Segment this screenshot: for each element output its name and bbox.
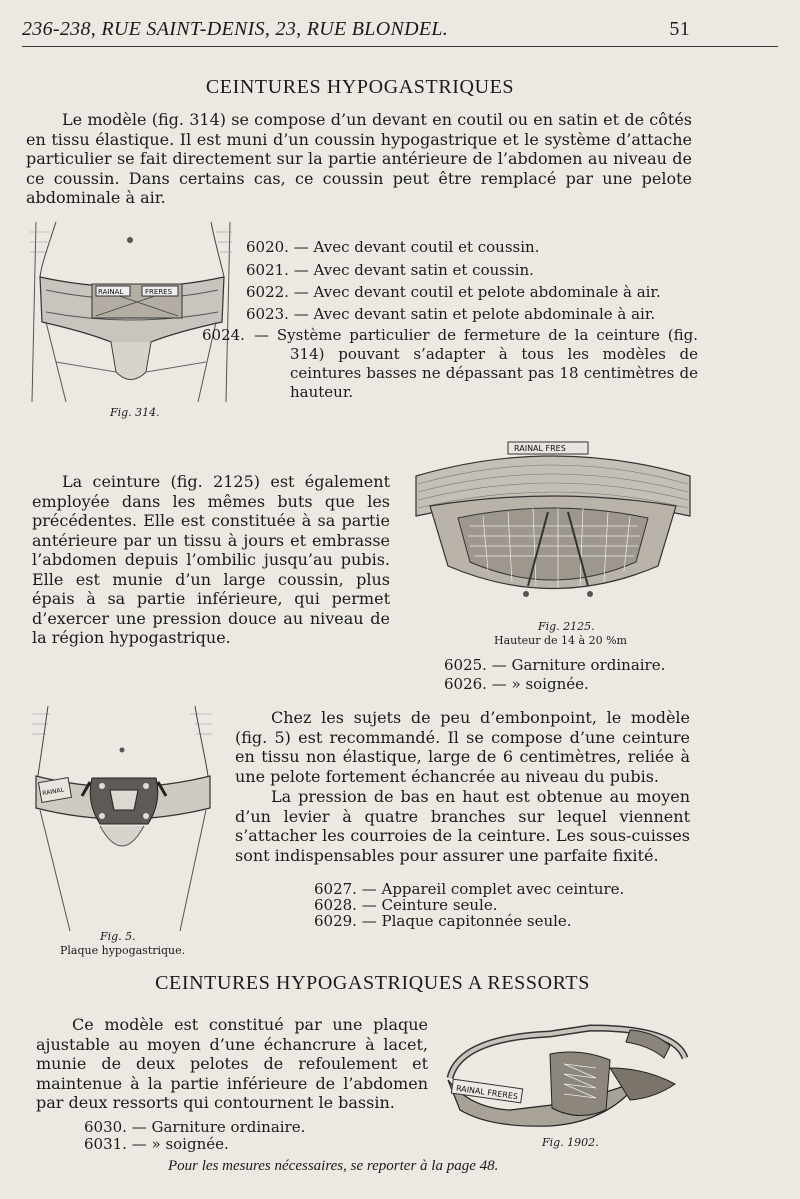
svg-text:RAINAL FRES: RAINAL FRES xyxy=(514,444,566,453)
item-6031 xyxy=(84,1135,229,1154)
svg-text:RAINAL: RAINAL xyxy=(41,786,65,798)
section-title-hypogastriques: CEINTURES HYPOGASTRIQUES xyxy=(205,76,515,98)
running-title: 236-238, RUE SAINT-DENIS, 23, RUE BLONDEL. xyxy=(22,18,449,40)
figure-1902-caption: Fig. 1902. xyxy=(542,1136,599,1149)
item-text: — Plaque capitonnée seule. xyxy=(361,912,572,930)
figure-5 xyxy=(30,706,215,931)
figure-2125 xyxy=(408,436,698,616)
figure-1902-drawing xyxy=(440,1018,690,1136)
figure-5-drawing xyxy=(30,706,215,931)
item-text: — Garniture ordinaire. xyxy=(491,656,666,674)
figure-2125-drawing xyxy=(408,436,698,616)
item-6022 xyxy=(246,283,661,302)
page-number: 51 xyxy=(669,18,690,40)
item-text: — » soignée. xyxy=(131,1135,229,1153)
item-number: 6020. xyxy=(246,238,289,256)
item-number: 6029. xyxy=(314,912,357,930)
item-6024: 6024. — Système particulier de fermeture de la ceinture (fig. 314) pouvant s’adapter à tous les modèles de ceintures basses ne dépassant pas 18 centimètres de hauteur. xyxy=(202,326,698,401)
item-text: — Système particulier de fermeture de la ceinture (fig. 314) pouvant s’adapter à tous les modèles de ceintures basses ne dépassant pas 18 centimètres de hauteur. xyxy=(253,326,698,401)
section2-paragraph: La ceinture (fig. 2125) est également employée dans les mêmes buts que les précédentes. Elle est constituée à sa partie antérieure par un tissu à jours et embrasse l’abdomen depuis l’ombilic jusqu’au pubis. Elle est munie d’un large coussin, plus épais à sa partie inférieure, qui permet d’exercer une pression douce au niveau de la région hypogastrique. xyxy=(32,472,390,647)
item-number: 6028. xyxy=(314,896,357,914)
item-6025 xyxy=(444,656,665,675)
section1-intro: Le modèle (fig. 314) se compose d’un devant en coutil ou en satin et de côtés en tissu élastique. Il est muni d’un coussin hypogastrique et le système d’attache particulier se fait directement sur la partie antérieure de l’abdomen au niveau de ce coussin. Dans certains cas, ce coussin peut être remplacé par une pelote abdominale à air. xyxy=(26,110,692,207)
figure-314 xyxy=(26,222,236,402)
item-6021 xyxy=(246,261,534,280)
item-number: 6021. xyxy=(246,261,289,279)
figure-2125-caption: Fig. 2125. xyxy=(538,620,595,633)
header-rule xyxy=(22,46,778,47)
figure-2125-height: Hauteur de 14 à 20 %m xyxy=(494,634,627,647)
item-text: — Avec devant satin et coussin. xyxy=(293,261,534,279)
item-number: 6031. xyxy=(84,1135,127,1153)
item-number: 6025. xyxy=(444,656,487,674)
svg-text:RAINAL: RAINAL xyxy=(98,288,124,296)
svg-text:RAINAL FRERES: RAINAL FRERES xyxy=(455,1083,519,1102)
item-text: — Avec devant coutil et coussin. xyxy=(293,238,540,256)
item-text: — Avec devant coutil et pelote abdominale à air. xyxy=(293,283,661,301)
item-text: — » soignée. xyxy=(491,675,589,693)
section-title-ressorts: CEINTURES HYPOGASTRIQUES A RESSORTS xyxy=(155,972,590,994)
item-text: — Avec devant satin et pelote abdominale à air. xyxy=(293,305,656,323)
figure-1902 xyxy=(440,1018,690,1136)
figure-314-drawing xyxy=(26,222,236,402)
item-text: — Ceinture seule. xyxy=(361,896,498,914)
item-number: 6030. xyxy=(84,1118,127,1136)
section4-paragraph: Ce modèle est constitué par une plaque ajustable au moyen d’une échancrure à lacet, munie de deux pelotes de refoulement et maintenue à la partie inférieure de l’abdomen par deux ressorts qui contournent le bassin. xyxy=(36,1015,428,1112)
item-6026 xyxy=(444,675,589,694)
item-6023 xyxy=(246,305,655,324)
svg-text:FRERES: FRERES xyxy=(145,288,173,296)
section3-paragraph2: La pression de bas en haut est obtenue au moyen d’un levier à quatre branches sur lequel viennent s’attacher les courroies de la ceinture. Les sous-cuisses sont indispensables pour assurer une parfaite fixité. xyxy=(235,787,690,865)
item-6029 xyxy=(314,912,572,931)
figure-5-subcaption: Plaque hypogastrique. xyxy=(60,944,186,957)
item-6020 xyxy=(246,238,539,257)
item-text: — Garniture ordinaire. xyxy=(131,1118,306,1136)
item-number: 6027. xyxy=(314,880,357,898)
item-number: 6026. xyxy=(444,675,487,693)
figure-314-caption: Fig. 314. xyxy=(110,406,160,419)
item-number: 6023. xyxy=(246,305,289,323)
figure-5-caption: Fig. 5. xyxy=(100,930,136,943)
footer-note: Pour les mesures nécessaires, se reporter à la page 48. xyxy=(168,1158,499,1174)
section3-paragraph1: Chez les sujets de peu d’embonpoint, le modèle (fig. 5) est recommandé. Il se compose d’une ceinture en tissu non élastique, large de 6 centimètres, reliée à une pelote fortement échancrée au niveau du pubis. xyxy=(235,708,690,786)
item-number: 6022. xyxy=(246,283,289,301)
item-text: — Appareil complet avec ceinture. xyxy=(361,880,625,898)
